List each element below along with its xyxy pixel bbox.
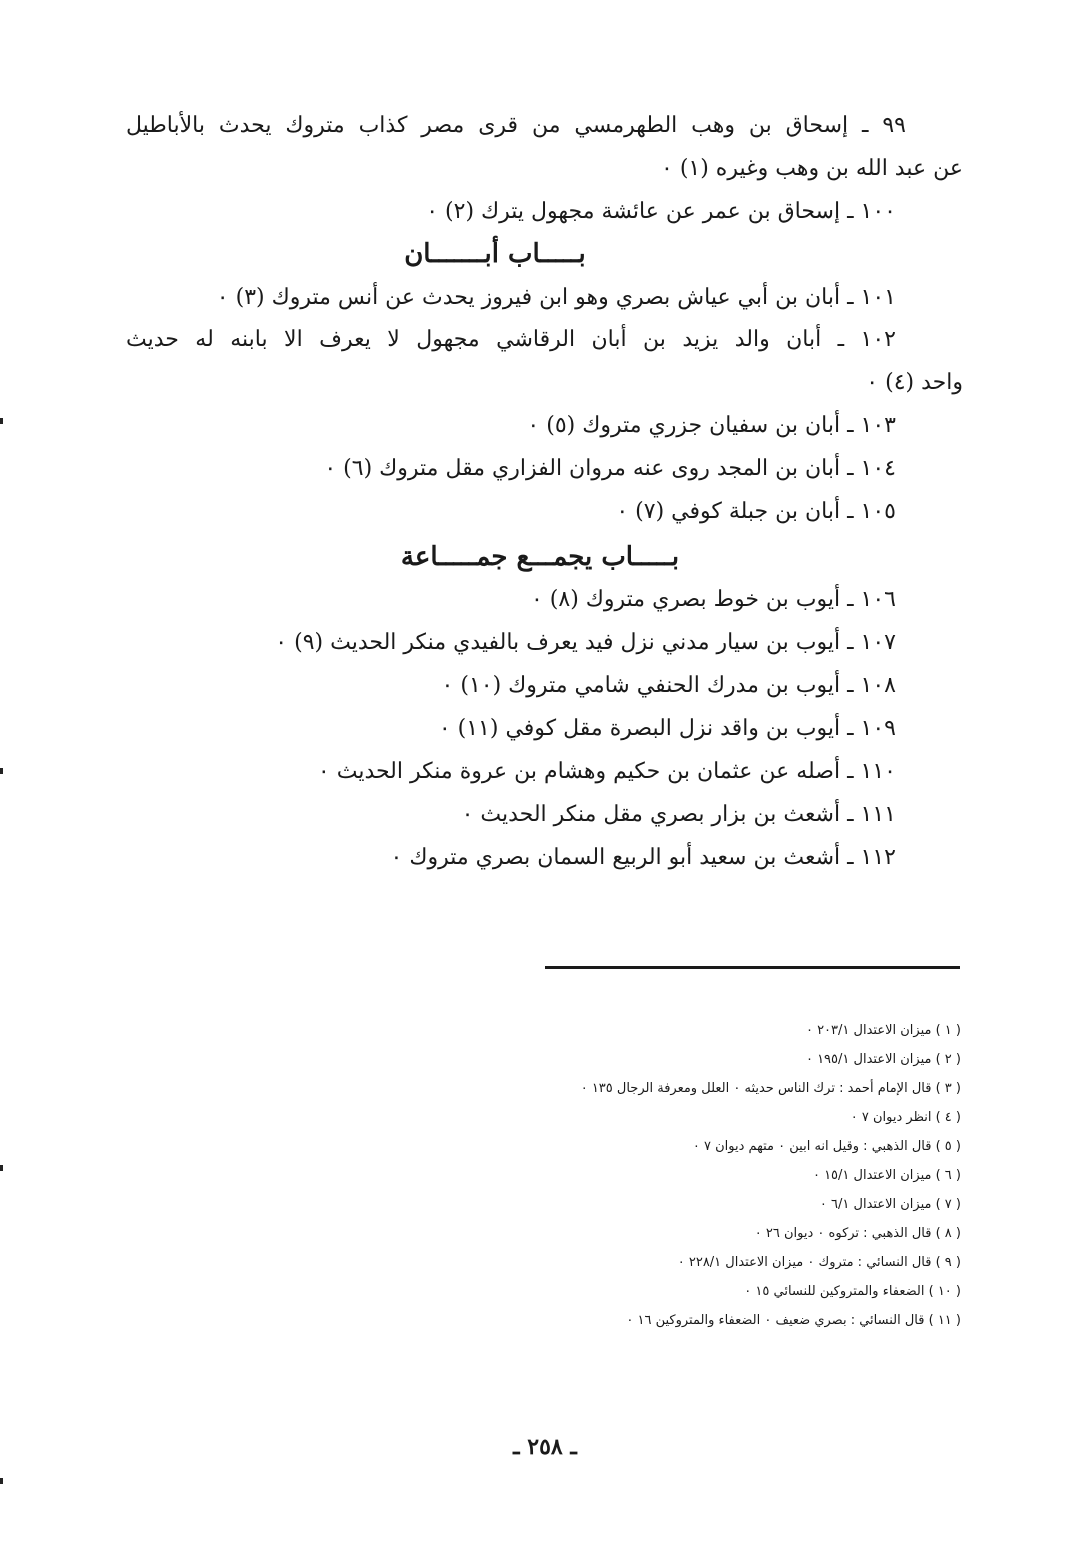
footnote-3: ( ٣ ) قال الإمام أحمد : ترك الناس حديثه ٠ العلل ومعرفة الرجال ١٣٥ ٠ <box>580 1081 961 1096</box>
entry-100: ١٠٠ ـ إسحاق بن عمر عن عائشة مجهول يترك (٢) ٠ <box>426 199 896 224</box>
scan-speck <box>0 418 3 424</box>
footnote-1: ( ١ ) ميزان الاعتدال ٢٠٣/١ ٠ <box>805 1023 961 1038</box>
scan-speck <box>0 768 3 774</box>
entry-99-line2: عن عبد الله بن وهب وغيره (١) ٠ <box>661 156 963 181</box>
footnote-5: ( ٥ ) قال الذهبي : وقيل انه ابين ٠ متهم ديوان ٧ ٠ <box>692 1139 961 1154</box>
entry-110: ١١٠ ـ أصله عن عثمان بن حكيم وهشام بن عروة منكر الحديث ٠ <box>317 759 896 784</box>
entry-101: ١٠١ ـ أبان بن أبي عياش بصري وهو ابن فيروز يحدث عن أنس متروك (٣) ٠ <box>216 285 896 310</box>
entry-109: ١٠٩ ـ أيوب بن واقد نزل البصرة مقل كوفي (١١) ٠ <box>438 716 896 741</box>
footnote-9: ( ٩ ) قال النسائي : متروك ٠ ميزان الاعتدال ٢٢٨/١ ٠ <box>677 1255 961 1270</box>
footnote-7: ( ٧ ) ميزان الاعتدال ٦/١ ٠ <box>819 1197 961 1212</box>
entry-108: ١٠٨ ـ أيوب بن مدرك الحنفي شامي متروك (١٠) ٠ <box>441 673 896 698</box>
entry-99-line1: ٩٩ ـ إسحاق بن وهب الطهرمسي من قرى مصر كذاب متروك يحدث بالأباطيل <box>126 113 906 138</box>
footnote-divider <box>545 966 960 969</box>
footnote-2: ( ٢ ) ميزان الاعتدال ١٩٥/١ ٠ <box>805 1052 961 1067</box>
scan-speck <box>0 1478 3 1484</box>
footnote-6: ( ٦ ) ميزان الاعتدال ١٥/١ ٠ <box>812 1168 961 1183</box>
footnote-11: ( ١١ ) قال النسائي : بصري ضعيف ٠ الضعفاء والمتروكين ١٦ ٠ <box>626 1313 961 1328</box>
section-heading-aban: بـــــاب أبـــــــان <box>404 239 586 269</box>
section-heading-jama: بـــــاب يجمـــع جمـــــاعة <box>400 542 680 572</box>
page-number: ـ ٢٥٨ ـ <box>513 1434 577 1460</box>
entry-111: ١١١ ـ أشعث بن بزار بصري مقل منكر الحديث ٠ <box>461 802 896 827</box>
entry-106: ١٠٦ ـ أيوب بن خوط بصري متروك (٨) ٠ <box>530 587 896 612</box>
footnote-8: ( ٨ ) قال الذهبي : تركوه ٠ ديوان ٢٦ ٠ <box>754 1226 961 1241</box>
scan-speck <box>0 1165 3 1171</box>
footnote-4: ( ٤ ) انظر ديوان ٧ ٠ <box>850 1110 961 1125</box>
entry-112: ١١٢ ـ أشعث بن سعيد أبو الربيع السمان بصري متروك ٠ <box>390 845 896 870</box>
entry-105: ١٠٥ ـ أبان بن جبلة كوفي (٧) ٠ <box>616 499 896 524</box>
footnote-10: ( ١٠ ) الضعفاء والمتروكين للنسائي ١٥ ٠ <box>744 1284 961 1299</box>
entry-107: ١٠٧ ـ أيوب بن سيار مدني نزل فيد يعرف بالفيدي منكر الحديث (٩) ٠ <box>275 630 896 655</box>
entry-102-line1: ١٠٢ ـ أبان والد يزيد بن أبان الرقاشي مجهول لا يعرف الا بابنه له حديث <box>126 327 896 352</box>
entry-103: ١٠٣ ـ أبان بن سفيان جزري متروك (٥) ٠ <box>527 413 896 438</box>
entry-102-line2: واحد (٤) ٠ <box>866 370 963 395</box>
entry-104: ١٠٤ ـ أبان بن المجد روى عنه مروان الفزاري مقل متروك (٦) ٠ <box>324 456 896 481</box>
